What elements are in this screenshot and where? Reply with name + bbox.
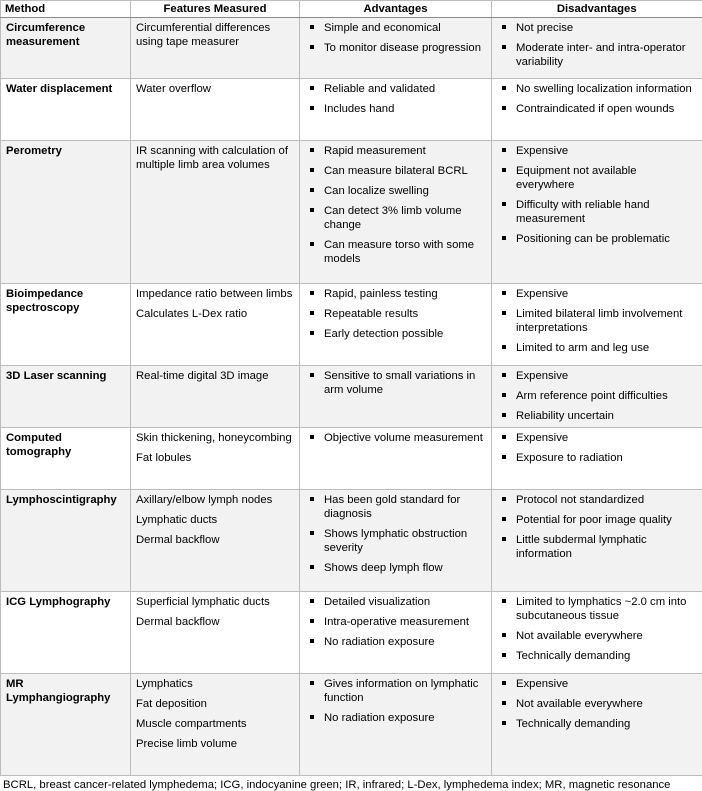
disadvantage-item: Technically demanding [497, 717, 698, 731]
method-cell: Bioimpedance spectroscopy [1, 284, 131, 366]
advantages-cell [300, 79, 492, 141]
method-cell: Lymphoscintigraphy [1, 490, 131, 592]
disadvantages-cell [492, 490, 702, 592]
footnote: BCRL, breast cancer-related lymphedema; ICG, indocyanine green; IR, infrared; L-Dex, lymphedema index; MR, magnetic resonance [3, 779, 671, 791]
feature-item: Superficial lymphatic ducts [136, 596, 270, 608]
advantages-cell [300, 366, 492, 428]
disadvantages-list [497, 82, 698, 116]
advantage-item: Can localize swelling [305, 184, 487, 198]
method-cell: ICG Lymphography [1, 592, 131, 674]
disadvantages-list [497, 287, 698, 355]
disadvantages-cell [492, 428, 702, 490]
disadvantage-item: Not available everywhere [497, 697, 698, 711]
disadvantage-item: Difficulty with reliable hand measurement [497, 198, 698, 226]
table-row [1, 141, 702, 284]
advantages-cell [300, 18, 492, 79]
header-features: Features Measured [131, 1, 300, 18]
disadvantage-item: Protocol not standardized [497, 493, 698, 507]
features-cell [131, 674, 300, 776]
disadvantage-item: Arm reference point difficulties [497, 389, 698, 403]
advantages-list [305, 677, 487, 725]
header-method: Method [1, 1, 131, 18]
advantage-item: Early detection possible [305, 327, 487, 341]
disadvantage-item: Equipment not available everywhere [497, 164, 698, 192]
table-row [1, 592, 702, 674]
feature-item: Dermal backflow [136, 616, 220, 628]
feature-item: Real-time digital 3D image [136, 370, 269, 382]
features-cell [131, 141, 300, 284]
disadvantage-item: Not precise [497, 21, 698, 35]
advantage-item: Rapid measurement [305, 144, 487, 158]
features-cell [131, 490, 300, 592]
features-cell [131, 366, 300, 428]
header-disadvantages: Disadvantages [492, 1, 702, 18]
feature-item: Precise limb volume [136, 738, 238, 750]
advantage-item: Reliable and validated [305, 82, 487, 96]
disadvantage-item: Exposure to radiation [497, 451, 698, 465]
advantage-item: Gives information on lymphatic function [305, 677, 487, 705]
disadvantages-list [497, 431, 698, 465]
feature-item: Circumferential differences using tape measurer [136, 22, 271, 48]
disadvantages-cell [492, 18, 702, 79]
advantage-item: Can measure bilateral BCRL [305, 164, 487, 178]
features-cell [131, 18, 300, 79]
disadvantages-cell [492, 284, 702, 366]
advantages-cell [300, 428, 492, 490]
disadvantage-item: No swelling localization information [497, 82, 698, 96]
table-row [1, 428, 702, 490]
table-row [1, 18, 702, 79]
advantage-item: To monitor disease progression [305, 41, 487, 55]
advantage-item: Has been gold standard for diagnosis [305, 493, 487, 521]
disadvantages-cell [492, 366, 702, 428]
disadvantage-item: Limited to lymphatics ~2.0 cm into subcutaneous tissue [497, 595, 698, 623]
advantage-item: Detailed visualization [305, 595, 487, 609]
method-cell: Water displacement [1, 79, 131, 141]
disadvantages-list [497, 677, 698, 731]
method-cell: Computed tomography [1, 428, 131, 490]
method-cell: Perometry [1, 141, 131, 284]
advantage-item: Can detect 3% limb volume change [305, 204, 487, 232]
advantage-item: Shows deep lymph flow [305, 561, 487, 575]
disadvantages-cell [492, 79, 702, 141]
features-cell [131, 79, 300, 141]
header-advantages: Advantages [300, 1, 492, 18]
advantage-item: Rapid, painless testing [305, 287, 487, 301]
feature-item: Water overflow [136, 83, 211, 95]
disadvantage-item: Not available everywhere [497, 629, 698, 643]
advantages-list [305, 431, 487, 445]
features-cell [131, 284, 300, 366]
disadvantage-item: Little subdermal lymphatic information [497, 533, 698, 561]
advantages-list [305, 369, 487, 397]
advantage-item: Intra-operative measurement [305, 615, 487, 629]
advantage-item: No radiation exposure [305, 711, 487, 725]
feature-item: Skin thickening, honeycombing [136, 432, 292, 444]
table-row [1, 366, 702, 428]
disadvantage-item: Expensive [497, 677, 698, 691]
disadvantages-list [497, 144, 698, 246]
disadvantage-item: Expensive [497, 144, 698, 158]
disadvantage-item: Expensive [497, 431, 698, 445]
advantage-item: Sensitive to small variations in arm volume [305, 369, 487, 397]
method-cell: MR Lymphangiography [1, 674, 131, 776]
feature-item: Dermal backflow [136, 534, 220, 546]
disadvantage-item: Reliability uncertain [497, 409, 698, 423]
advantage-item: Includes hand [305, 102, 487, 116]
advantages-list [305, 82, 487, 116]
advantages-list [305, 287, 487, 341]
advantage-item: Objective volume measurement [305, 431, 487, 445]
advantages-cell [300, 592, 492, 674]
disadvantage-item: Expensive [497, 369, 698, 383]
disadvantages-list [497, 595, 698, 663]
disadvantage-item: Limited to arm and leg use [497, 341, 698, 355]
feature-item: Muscle compartments [136, 718, 247, 730]
table-body [1, 18, 702, 776]
advantage-item: No radiation exposure [305, 635, 487, 649]
feature-item: Axillary/elbow lymph nodes [136, 494, 273, 506]
advantage-item: Shows lymphatic obstruction severity [305, 527, 487, 555]
advantages-cell [300, 141, 492, 284]
disadvantage-item: Positioning can be problematic [497, 232, 698, 246]
disadvantages-list [497, 369, 698, 423]
disadvantage-item: Limited bilateral limb involvement interpretations [497, 307, 698, 335]
advantage-item: Repeatable results [305, 307, 487, 321]
disadvantages-cell [492, 141, 702, 284]
disadvantage-item: Potential for poor image quality [497, 513, 698, 527]
table-row [1, 79, 702, 141]
features-cell [131, 428, 300, 490]
disadvantages-list [497, 493, 698, 561]
disadvantage-item: Technically demanding [497, 649, 698, 663]
feature-item: Lymphatics [136, 678, 193, 690]
feature-item: Fat deposition [136, 698, 207, 710]
table-row [1, 490, 702, 592]
disadvantages-cell [492, 592, 702, 674]
advantages-list [305, 21, 487, 55]
advantage-item: Simple and economical [305, 21, 487, 35]
feature-item: IR scanning with calculation of multiple limb area volumes [136, 145, 288, 171]
method-cell: 3D Laser scanning [1, 366, 131, 428]
feature-item: Impedance ratio between limbs [136, 288, 293, 300]
advantages-list [305, 595, 487, 649]
features-cell [131, 592, 300, 674]
disadvantage-item: Contraindicated if open wounds [497, 102, 698, 116]
method-cell: Circumference measurement [1, 18, 131, 79]
advantages-cell [300, 284, 492, 366]
advantages-list [305, 144, 487, 266]
header-row [1, 1, 702, 18]
feature-item: Fat lobules [136, 452, 192, 464]
table-row [1, 284, 702, 366]
advantages-list [305, 493, 487, 575]
advantages-cell [300, 674, 492, 776]
table-row [1, 674, 702, 776]
advantage-item: Can measure torso with some models [305, 238, 487, 266]
disadvantages-cell [492, 674, 702, 776]
feature-item: Lymphatic ducts [136, 514, 218, 526]
advantages-cell [300, 490, 492, 592]
disadvantage-item: Moderate inter- and intra-operator variability [497, 41, 698, 69]
feature-item: Calculates L-Dex ratio [136, 308, 248, 320]
disadvantages-list [497, 21, 698, 69]
disadvantage-item: Expensive [497, 287, 698, 301]
